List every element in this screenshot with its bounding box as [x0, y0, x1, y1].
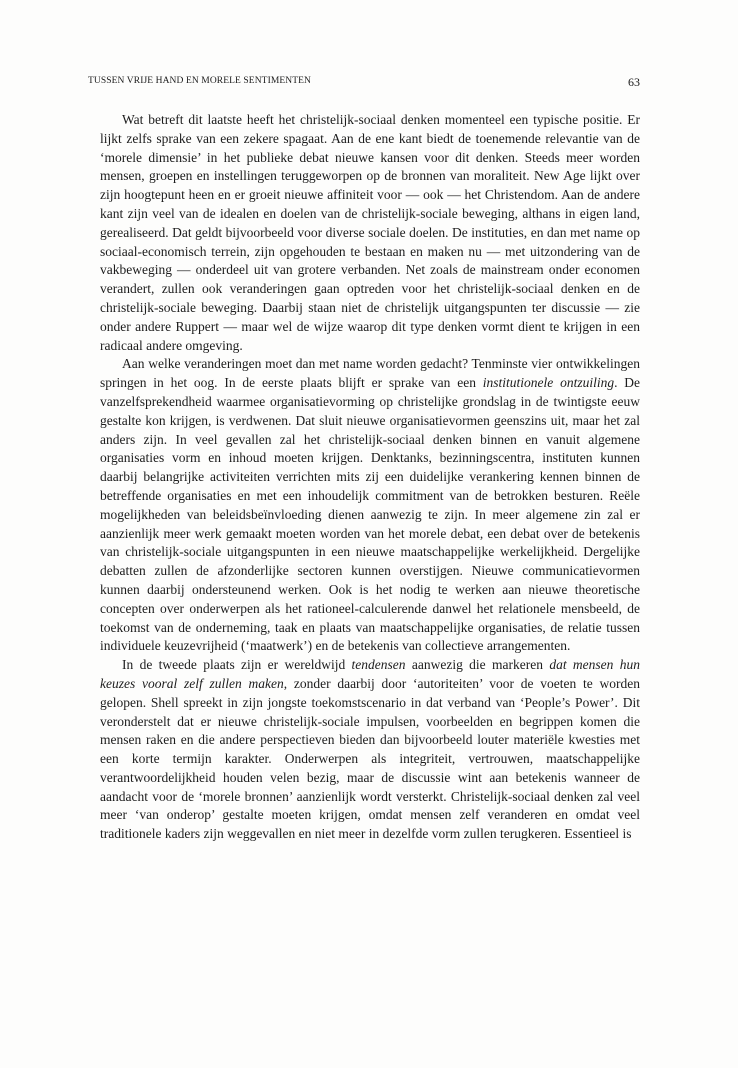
- emphasis-keuzes-zelf-maken: dat mensen hun keuzes vooral zelf zullen maken: [100, 657, 640, 691]
- paragraph-2: [100, 355, 640, 656]
- paragraph-2-text-b: . De vanzelfsprekendheid waarmee organisatievorming op christelijke grondslag in de twintigste eeuw gestalte kon krijgen, is verdwenen. Dat sluit nieuwe organisatievormen geenszins uit, maar het zal anders zijn. In veel gevallen zal het christelijk-sociaal denken binnen en vanuit algemene organisaties vorm en inhoud moeten krijgen. Denktanks, bezinningscentra, instituten kunnen daarbij belangrijke activiteiten verrichten mits zij een duidelijke verankering kennen binnen de betreffende organisaties en met een inhoudelijk commitment van de betrokken besturen. Reële mogelijkheden van beleidsbeïnvloeding dienen aanwezig te zijn. In meer algemene zin zal er aanzienlijk meer werk gemaakt moeten worden van het morele debat, een debat over de betekenis van christelijk-sociale uitgangspunten in een nieuwe maatschappelijke werkelijkheid. Dergelijke debatten zullen de afzonderlijke sectoren kunnen overstijgen. Nieuwe communicatievormen kunnen daarbij ondersteunend werken. Ook is het nodig te werken aan nieuwe theoretische concepten over onderwerpen als het rationeel-calculerende danwel het relationele mensbeeld, de toekomst van de onderneming, taak en plaats van maatschappelijke organisaties, de relatie tussen individuele keuzevrijheid (‘maatwerk’) en de betekenis van collectieve arrangementen.: [100, 375, 641, 654]
- running-title: TUSSEN VRIJE HAND EN MORELE SENTIMENTEN: [88, 76, 312, 86]
- paragraph-3-text-b: aanwezig die markeren: [405, 657, 550, 673]
- paragraph-3: [100, 656, 640, 844]
- emphasis-institutionele-ontzuiling: institutionele ontzuiling: [482, 375, 615, 391]
- paragraph-1: [100, 111, 640, 355]
- body-text: [100, 111, 640, 844]
- paragraph-3-text-c: , zonder daarbij door ‘autoriteiten’ voor de voeten te worden gelopen. Shell spreekt in zijn jongste toekomstscenario in dat verband van ‘People’s Power’. Dit veronderstelt dat er nieuwe christelijk-sociale impulsen, voorbeelden en begrippen komen die mensen raken en die andere perspectieven bieden dan bijvoorbeeld louter materiële kwesties met een korte termijn karakter. Onderwerpen als integriteit, vertrouwen, maatschappelijke verantwoordelijkheid houden velen bezig, maar de discussie wint aan betekenis wanneer de aandacht voor de ‘morele bronnen’ aanzienlijk wordt versterkt. Christelijk-sociaal denken zal veel meer ‘van onderop’ gestalte moeten krijgen, omdat mensen zelf veranderen en omdat veel traditionele kaders zijn weggevallen en niet meer in dezelfde vorm zullen terugkeren. Essentieel is: [100, 675, 640, 842]
- emphasis-tendensen: tendensen: [351, 657, 406, 673]
- paragraph-3-text-a: In de tweede plaats zijn er wereldwijd: [122, 657, 352, 673]
- paragraph-1-text: Wat betreft dit laatste heeft het christelijk-sociaal denken momenteel een typische positie. Er lijkt zelfs sprake van een zekere spagaat. Aan de ene kant biedt de toenemende relevantie van de ‘morele dimensie’ in het publieke debat nieuwe kansen voor dit denken. Steeds meer worden mensen, groepen en instellingen teruggeworpen op de bronnen van moraliteit. New Age lijkt over zijn hoogtepunt heen en er groeit nieuwe affiniteit voor — ook — het Christendom. Aan de andere kant zijn veel van de idealen en doelen van de christelijk-sociale beweging, althans in eigen land, gerealiseerd. Dat geldt bijvoorbeeld voor diverse sociale doelen. De instituties, en dan met name op sociaal-economisch terrein, zijn opgehouden te bestaan en maken nu — met uitzondering van de vakbeweging — onderdeel uit van grotere verbanden. Net zoals de mainstream onder economen verandert, zullen ook veranderingen gaan optreden voor het christelijk-sociaal denken en de christelijk-sociale beweging. Daarbij staan niet de christelijk uitgangspunten ter discussie — zie onder andere Ruppert — maar wel de wijze waarop dit type denken vormt dient te krijgen in een radicaal andere omgeving.: [100, 112, 640, 353]
- paragraph-2-text-a: Aan welke veranderingen moet dan met name worden gedacht? Tenminste vier ontwikkelingen springen in het oog. In de eerste plaats blijft er sprake van een: [100, 356, 640, 391]
- page-number: 63: [628, 75, 640, 89]
- running-header: [88, 76, 640, 92]
